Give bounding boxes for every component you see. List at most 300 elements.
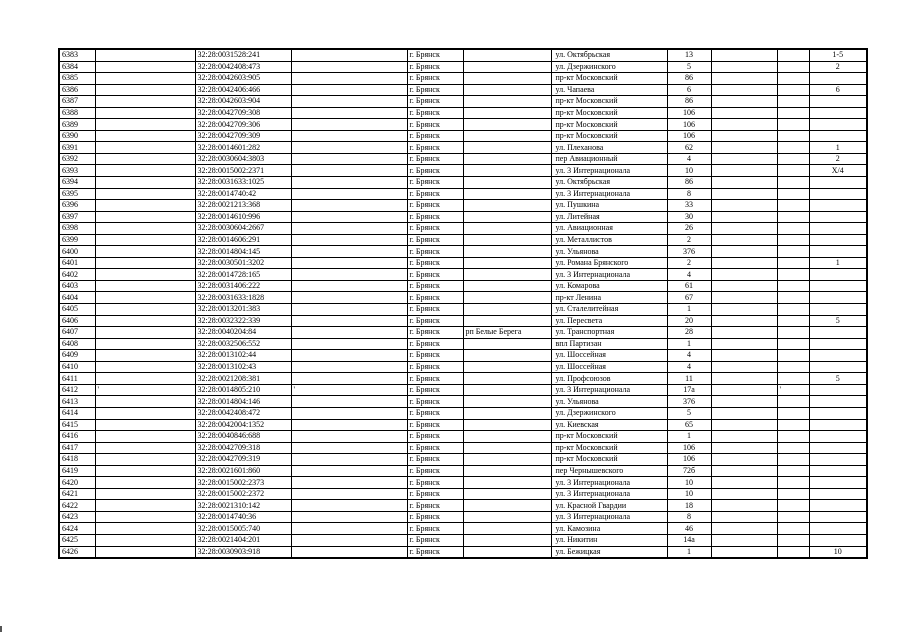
blank-cell — [777, 327, 809, 339]
city: г. Брянск — [407, 454, 463, 466]
cadastral-number: 32:28:0030501:3202 — [195, 257, 291, 269]
settlement — [463, 373, 551, 385]
blank-cell — [711, 546, 777, 558]
city: г. Брянск — [407, 84, 463, 96]
blank-cell — [291, 292, 407, 304]
record-number: 6383 — [59, 49, 95, 61]
cadastral-number: 32:28:0015002:2373 — [195, 477, 291, 489]
record-number: 6413 — [59, 396, 95, 408]
settlement — [463, 407, 551, 419]
blank-cell — [777, 373, 809, 385]
blank-cell — [777, 269, 809, 281]
blank-cell — [777, 500, 809, 512]
street: ул. 3 Интернационала — [551, 477, 667, 489]
street: пр-кт Московский — [551, 73, 667, 85]
city: г. Брянск — [407, 49, 463, 61]
house-number: 4 — [667, 269, 711, 281]
settlement — [463, 96, 551, 108]
cadastral-number: 32:28:0031633:1025 — [195, 177, 291, 189]
blank-cell — [711, 153, 777, 165]
apartment — [809, 246, 867, 258]
record-number: 6412 — [59, 384, 95, 396]
record-number: 6390 — [59, 130, 95, 142]
blank-cell — [291, 73, 407, 85]
record-number: 6392 — [59, 153, 95, 165]
apartment: 5 — [809, 373, 867, 385]
city: г. Брянск — [407, 350, 463, 362]
street: ул. Сталелитейная — [551, 304, 667, 316]
city: г. Брянск — [407, 361, 463, 373]
settlement — [463, 350, 551, 362]
house-number: 106 — [667, 119, 711, 131]
blank-cell — [95, 338, 195, 350]
blank-cell — [95, 396, 195, 408]
blank-cell — [711, 142, 777, 154]
settlement — [463, 246, 551, 258]
blank-cell — [95, 269, 195, 281]
house-number: 1 — [667, 304, 711, 316]
house-number: 106 — [667, 442, 711, 454]
table-row — [59, 130, 867, 142]
record-number: 6391 — [59, 142, 95, 154]
cadastral-number: 32:28:0032506:552 — [195, 338, 291, 350]
cadastral-number: 32:28:0013102:43 — [195, 361, 291, 373]
table-row — [59, 269, 867, 281]
table-row — [59, 534, 867, 546]
blank-cell — [711, 350, 777, 362]
record-number: 6400 — [59, 246, 95, 258]
cadastral-number: 32:28:0042709:306 — [195, 119, 291, 131]
city: г. Брянск — [407, 107, 463, 119]
record-number: 6414 — [59, 407, 95, 419]
blank-cell — [291, 223, 407, 235]
blank-cell — [777, 246, 809, 258]
city: г. Брянск — [407, 488, 463, 500]
house-number: 2 — [667, 234, 711, 246]
table-row — [59, 396, 867, 408]
blank-cell: ' — [777, 384, 809, 396]
street: пер Чернышевского — [551, 465, 667, 477]
blank-cell — [777, 107, 809, 119]
house-number: 18 — [667, 500, 711, 512]
registry-table — [58, 48, 868, 559]
settlement — [463, 431, 551, 443]
blank-cell — [711, 246, 777, 258]
apartment — [809, 119, 867, 131]
house-number: 86 — [667, 96, 711, 108]
blank-cell — [291, 465, 407, 477]
blank-cell — [777, 96, 809, 108]
blank-cell — [291, 165, 407, 177]
blank-cell — [291, 523, 407, 535]
city: г. Брянск — [407, 315, 463, 327]
blank-cell — [711, 384, 777, 396]
city: г. Брянск — [407, 257, 463, 269]
blank-cell — [777, 511, 809, 523]
house-number: 4 — [667, 153, 711, 165]
cadastral-number: 32:28:0021213:368 — [195, 200, 291, 212]
blank-cell — [291, 442, 407, 454]
settlement — [463, 477, 551, 489]
settlement — [463, 61, 551, 73]
table-row — [59, 327, 867, 339]
table-row — [59, 280, 867, 292]
street: ул. Дзержинского — [551, 407, 667, 419]
settlement — [463, 200, 551, 212]
blank-cell — [711, 292, 777, 304]
city: г. Брянск — [407, 442, 463, 454]
cadastral-number: 32:28:0015005:740 — [195, 523, 291, 535]
table-row — [59, 431, 867, 443]
blank-cell — [95, 350, 195, 362]
blank-cell — [711, 500, 777, 512]
street: ул. Профсоюзов — [551, 373, 667, 385]
blank-cell — [711, 130, 777, 142]
blank-cell — [291, 188, 407, 200]
blank-cell — [95, 280, 195, 292]
table-row — [59, 384, 867, 396]
record-number: 6404 — [59, 292, 95, 304]
blank-cell — [777, 315, 809, 327]
settlement — [463, 488, 551, 500]
street: ул. Романа Брянского — [551, 257, 667, 269]
house-number: 8 — [667, 511, 711, 523]
house-number: 1 — [667, 431, 711, 443]
blank-cell — [291, 107, 407, 119]
apartment — [809, 442, 867, 454]
blank-cell — [291, 142, 407, 154]
street: пр-кт Ленина — [551, 292, 667, 304]
settlement — [463, 523, 551, 535]
street: ул. Литейная — [551, 211, 667, 223]
city: г. Брянск — [407, 165, 463, 177]
table-row — [59, 153, 867, 165]
cadastral-number: 32:28:0031406:222 — [195, 280, 291, 292]
street: ул. Ульянова — [551, 246, 667, 258]
cadastral-number: 32:28:0042709:319 — [195, 454, 291, 466]
city: г. Брянск — [407, 61, 463, 73]
blank-cell — [291, 338, 407, 350]
settlement — [463, 188, 551, 200]
settlement — [463, 292, 551, 304]
blank-cell — [777, 523, 809, 535]
house-number: 106 — [667, 130, 711, 142]
record-number: 6410 — [59, 361, 95, 373]
street: ул. 3 Интернационала — [551, 511, 667, 523]
house-number: 28 — [667, 327, 711, 339]
apartment — [809, 96, 867, 108]
house-number: 10 — [667, 488, 711, 500]
blank-cell — [711, 223, 777, 235]
blank-cell — [711, 407, 777, 419]
house-number: 20 — [667, 315, 711, 327]
blank-cell — [95, 96, 195, 108]
cadastral-number: 32:28:0031528:241 — [195, 49, 291, 61]
cadastral-number: 32:28:0030903:918 — [195, 546, 291, 558]
cadastral-number: 32:28:0014805:210 — [195, 384, 291, 396]
blank-cell — [291, 280, 407, 292]
street: ул. Ульянова — [551, 396, 667, 408]
house-number: 106 — [667, 107, 711, 119]
blank-cell — [291, 119, 407, 131]
blank-cell — [95, 407, 195, 419]
house-number: 2 — [667, 257, 711, 269]
table-row — [59, 373, 867, 385]
street: ул. 3 Интернационала — [551, 269, 667, 281]
blank-cell — [711, 327, 777, 339]
blank-cell — [777, 84, 809, 96]
blank-cell — [95, 234, 195, 246]
street: впл Партизан — [551, 338, 667, 350]
record-number: 6394 — [59, 177, 95, 189]
city: г. Брянск — [407, 327, 463, 339]
house-number: 4 — [667, 361, 711, 373]
settlement — [463, 84, 551, 96]
table-row — [59, 350, 867, 362]
blank-cell — [291, 211, 407, 223]
blank-cell — [95, 177, 195, 189]
blank-cell — [711, 177, 777, 189]
record-number: 6421 — [59, 488, 95, 500]
blank-cell — [95, 61, 195, 73]
cadastral-number: 32:28:0014804:145 — [195, 246, 291, 258]
city: г. Брянск — [407, 304, 463, 316]
blank-cell — [291, 511, 407, 523]
table-row — [59, 292, 867, 304]
table-row — [59, 465, 867, 477]
blank-cell — [711, 315, 777, 327]
street: ул. Октябрьская — [551, 177, 667, 189]
settlement: рп Белые Берега — [463, 327, 551, 339]
settlement — [463, 396, 551, 408]
city: г. Брянск — [407, 177, 463, 189]
blank-cell — [777, 61, 809, 73]
cadastral-number: 32:28:0042004:1352 — [195, 419, 291, 431]
apartment — [809, 488, 867, 500]
street: пр-кт Московский — [551, 442, 667, 454]
blank-cell — [777, 223, 809, 235]
blank-cell — [777, 488, 809, 500]
blank-cell — [777, 431, 809, 443]
blank-cell — [777, 257, 809, 269]
apartment — [809, 223, 867, 235]
apartment — [809, 454, 867, 466]
blank-cell — [777, 292, 809, 304]
blank-cell — [95, 107, 195, 119]
blank-cell — [291, 431, 407, 443]
house-number: 61 — [667, 280, 711, 292]
city: г. Брянск — [407, 396, 463, 408]
house-number: 5 — [667, 407, 711, 419]
blank-cell — [95, 246, 195, 258]
blank-cell — [291, 396, 407, 408]
blank-cell — [777, 188, 809, 200]
blank-cell — [777, 49, 809, 61]
record-number: 6403 — [59, 280, 95, 292]
street: ул. 3 Интернационала — [551, 488, 667, 500]
blank-cell — [95, 373, 195, 385]
cadastral-number: 32:28:0042408:472 — [195, 407, 291, 419]
blank-cell — [777, 130, 809, 142]
apartment — [809, 107, 867, 119]
blank-cell — [95, 188, 195, 200]
record-number: 6417 — [59, 442, 95, 454]
table-row — [59, 407, 867, 419]
blank-cell — [291, 84, 407, 96]
edge-mark — [0, 626, 2, 632]
cadastral-number: 32:28:0040204:84 — [195, 327, 291, 339]
settlement — [463, 269, 551, 281]
city: г. Брянск — [407, 246, 463, 258]
blank-cell — [291, 234, 407, 246]
blank-cell — [291, 419, 407, 431]
blank-cell — [95, 534, 195, 546]
blank-cell — [777, 465, 809, 477]
city: г. Брянск — [407, 500, 463, 512]
blank-cell — [777, 338, 809, 350]
blank-cell — [291, 304, 407, 316]
blank-cell — [711, 73, 777, 85]
city: г. Брянск — [407, 188, 463, 200]
street: ул. Пушкина — [551, 200, 667, 212]
blank-cell — [291, 350, 407, 362]
table-row — [59, 96, 867, 108]
blank-cell — [95, 315, 195, 327]
apartment — [809, 500, 867, 512]
blank-cell — [95, 49, 195, 61]
house-number: 376 — [667, 246, 711, 258]
blank-cell — [95, 546, 195, 558]
blank-cell — [291, 269, 407, 281]
city: г. Брянск — [407, 211, 463, 223]
table-row — [59, 84, 867, 96]
settlement — [463, 223, 551, 235]
city: г. Брянск — [407, 119, 463, 131]
table-row — [59, 454, 867, 466]
apartment: 5 — [809, 315, 867, 327]
settlement — [463, 257, 551, 269]
table-row — [59, 546, 867, 558]
settlement — [463, 338, 551, 350]
cadastral-number: 32:28:0042709:308 — [195, 107, 291, 119]
blank-cell — [711, 373, 777, 385]
settlement — [463, 304, 551, 316]
cadastral-number: 32:28:0042603:904 — [195, 96, 291, 108]
cadastral-number: 32:28:0014804:146 — [195, 396, 291, 408]
street: пр-кт Московский — [551, 431, 667, 443]
table-row — [59, 234, 867, 246]
house-number: 46 — [667, 523, 711, 535]
blank-cell — [777, 534, 809, 546]
blank-cell — [777, 396, 809, 408]
apartment: 2 — [809, 153, 867, 165]
city: г. Брянск — [407, 477, 463, 489]
table-row — [59, 500, 867, 512]
blank-cell — [291, 373, 407, 385]
blank-cell — [95, 419, 195, 431]
cadastral-number: 32:28:0014728:165 — [195, 269, 291, 281]
record-number: 6418 — [59, 454, 95, 466]
city: г. Брянск — [407, 234, 463, 246]
blank-cell — [95, 477, 195, 489]
blank-cell — [711, 361, 777, 373]
blank-cell — [711, 488, 777, 500]
city: г. Брянск — [407, 465, 463, 477]
apartment — [809, 407, 867, 419]
city: г. Брянск — [407, 523, 463, 535]
house-number: 14а — [667, 534, 711, 546]
settlement — [463, 165, 551, 177]
settlement — [463, 465, 551, 477]
blank-cell — [777, 142, 809, 154]
street: пер Авиационный — [551, 153, 667, 165]
street: ул. Комарова — [551, 280, 667, 292]
apartment: 1-5 — [809, 49, 867, 61]
blank-cell — [777, 419, 809, 431]
street: ул. Дзержинского — [551, 61, 667, 73]
blank-cell — [777, 407, 809, 419]
table-row — [59, 107, 867, 119]
apartment — [809, 384, 867, 396]
blank-cell — [711, 61, 777, 73]
settlement — [463, 442, 551, 454]
city: г. Брянск — [407, 292, 463, 304]
record-number: 6401 — [59, 257, 95, 269]
street: ул. 3 Интернационала — [551, 165, 667, 177]
record-number: 6398 — [59, 223, 95, 235]
table-row — [59, 49, 867, 61]
record-number: 6405 — [59, 304, 95, 316]
blank-cell — [291, 534, 407, 546]
blank-cell — [291, 257, 407, 269]
house-number: 10 — [667, 477, 711, 489]
record-number: 6425 — [59, 534, 95, 546]
cadastral-number: 32:28:0021208:381 — [195, 373, 291, 385]
blank-cell — [95, 73, 195, 85]
blank-cell — [777, 165, 809, 177]
cadastral-number: 32:28:0042603:905 — [195, 73, 291, 85]
cadastral-number: 32:28:0014601:282 — [195, 142, 291, 154]
settlement — [463, 315, 551, 327]
city: г. Брянск — [407, 338, 463, 350]
table-row — [59, 257, 867, 269]
record-number: 6399 — [59, 234, 95, 246]
city: г. Брянск — [407, 431, 463, 443]
apartment — [809, 73, 867, 85]
street: ул. Авиационная — [551, 223, 667, 235]
table-row — [59, 477, 867, 489]
city: г. Брянск — [407, 269, 463, 281]
table-row — [59, 419, 867, 431]
house-number: 26 — [667, 223, 711, 235]
blank-cell — [95, 200, 195, 212]
city: г. Брянск — [407, 96, 463, 108]
blank-cell — [711, 477, 777, 489]
house-number: 86 — [667, 73, 711, 85]
street: ул. 3 Интернационала — [551, 384, 667, 396]
settlement — [463, 500, 551, 512]
house-number: 86 — [667, 177, 711, 189]
cadastral-number: 32:28:0014610:996 — [195, 211, 291, 223]
table-body — [59, 49, 867, 558]
table-row — [59, 211, 867, 223]
record-number: 6387 — [59, 96, 95, 108]
blank-cell — [291, 246, 407, 258]
record-number: 6393 — [59, 165, 95, 177]
blank-cell: ' — [291, 384, 407, 396]
blank-cell — [711, 338, 777, 350]
blank-cell — [711, 107, 777, 119]
